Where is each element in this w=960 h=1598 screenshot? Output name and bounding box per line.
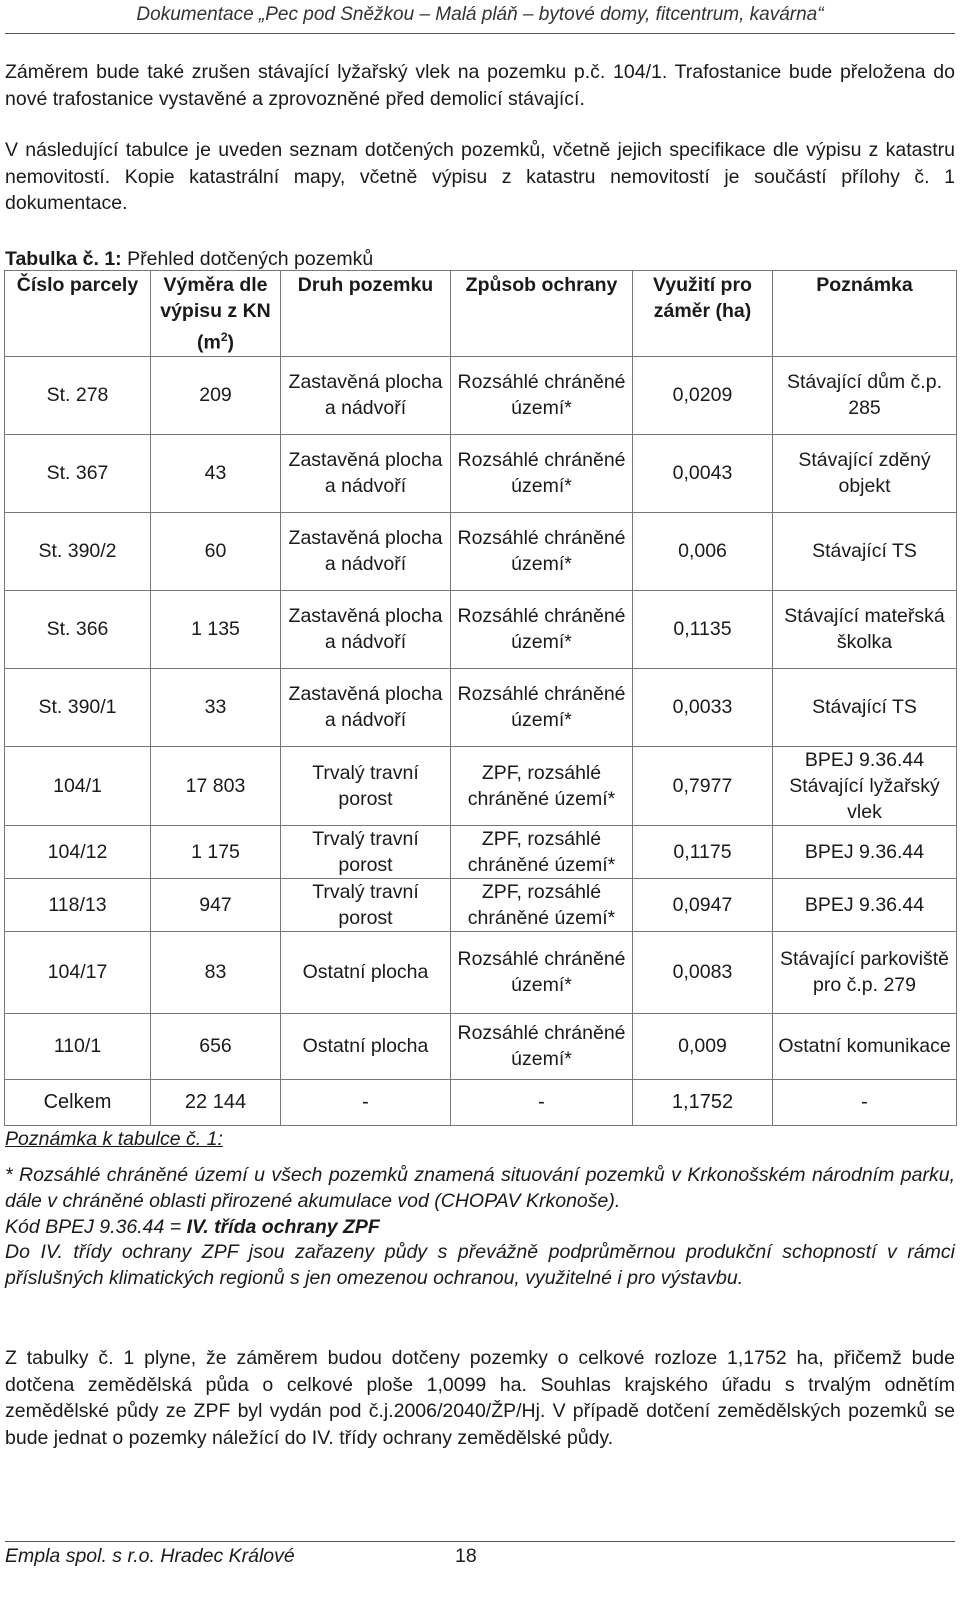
cell-parcel: 118/13 [5, 878, 151, 931]
cell-protection: Rozsáhlé chráněné území* [451, 434, 633, 512]
table-caption-label: Tabulka č. 1: [5, 248, 122, 270]
cell-note: BPEJ 9.36.44 Stávající lyžařský vlek [773, 746, 957, 825]
cell-area: 33 [151, 668, 281, 746]
note-protected-area: * Rozsáhlé chráněné území u všech pozemků znamená situování pozemků v Krkonošském národním parku, dále v chráněné oblasti přirozené akumulace vod (CHOPAV Krkonoše). [5, 1164, 955, 1212]
page-number: 18 [455, 1545, 477, 1567]
footer-company: Empla spol. s r.o. Hradec Králové [5, 1545, 295, 1567]
table-row [5, 668, 957, 746]
table-row [5, 590, 957, 668]
table-row [5, 931, 957, 1013]
table-notes [5, 1163, 955, 1292]
cell-use: 0,0083 [633, 931, 773, 1013]
table-row [5, 825, 957, 878]
cell-parcel: St. 367 [5, 434, 151, 512]
cell-use: 0,0209 [633, 356, 773, 434]
parcels-table [4, 270, 957, 1126]
header-divider [5, 33, 955, 34]
cell-use: 0,0043 [633, 434, 773, 512]
cell-protection: ZPF, rozsáhlé chráněné území* [451, 825, 633, 878]
cell-area: 1 175 [151, 825, 281, 878]
cell-type: Trvalý travní porost [281, 825, 451, 878]
col-header-area-close: ) [227, 331, 235, 354]
col-header-protection: Způsob ochrany [451, 271, 633, 357]
footer-divider [5, 1541, 955, 1542]
cell-note: Stávající zděný objekt [773, 434, 957, 512]
cell-protection: Rozsáhlé chráněné území* [451, 356, 633, 434]
cell-area: 43 [151, 434, 281, 512]
cell-protection: Rozsáhlé chráněné území* [451, 668, 633, 746]
table-row [5, 356, 957, 434]
col-header-parcel: Číslo parcely [5, 271, 151, 357]
cell-area: 60 [151, 512, 281, 590]
table-row [5, 878, 957, 931]
cell-type: Zastavěná plocha a nádvoří [281, 590, 451, 668]
cell-protection: Rozsáhlé chráněné území* [451, 590, 633, 668]
cell-total-type: - [281, 1079, 451, 1125]
document-header: Dokumentace „Pec pod Sněžkou – Malá pláň – bytové domy, fitcentrum, kavárna“ [136, 4, 824, 25]
table-row [5, 512, 957, 590]
cell-note: BPEJ 9.36.44 [773, 878, 957, 931]
cell-area: 1 135 [151, 590, 281, 668]
cell-type: Trvalý travní porost [281, 878, 451, 931]
cell-area: 209 [151, 356, 281, 434]
cell-parcel: St. 390/2 [5, 512, 151, 590]
table-caption-text: Přehled dotčených pozemků [127, 248, 374, 270]
cell-area: 17 803 [151, 746, 281, 825]
cell-parcel: St. 390/1 [5, 668, 151, 746]
cell-note: Stávající TS [773, 512, 957, 590]
paragraph-intro: Záměrem bude také zrušen stávající lyžařský vlek na pozemku p.č. 104/1. Trafostanice bude přeložena do nové trafostanice vystavěné a zprovozněné před demolicí stávající. [5, 61, 955, 110]
cell-total-use: 1,1752 [633, 1079, 773, 1125]
cell-note: Stávající parkoviště pro č.p. 279 [773, 931, 957, 1013]
cell-type: Ostatní plocha [281, 931, 451, 1013]
cell-type: Zastavěná plocha a nádvoří [281, 512, 451, 590]
cell-type: Trvalý travní porost [281, 746, 451, 825]
cell-total-area: 22 144 [151, 1079, 281, 1125]
cell-total-label: Celkem [5, 1079, 151, 1125]
col-header-type: Druh pozemku [281, 271, 451, 357]
cell-use: 0,7977 [633, 746, 773, 825]
cell-note: Ostatní komunikace [773, 1013, 957, 1079]
table-row [5, 434, 957, 512]
cell-use: 0,1175 [633, 825, 773, 878]
cell-use: 0,006 [633, 512, 773, 590]
col-header-note: Poznámka [773, 271, 957, 357]
cell-type: Zastavěná plocha a nádvoří [281, 434, 451, 512]
cell-total-note: - [773, 1079, 957, 1125]
cell-total-protection: - [451, 1079, 633, 1125]
cell-use: 0,009 [633, 1013, 773, 1079]
cell-type: Ostatní plocha [281, 1013, 451, 1079]
cell-area: 83 [151, 931, 281, 1013]
cell-parcel: St. 366 [5, 590, 151, 668]
cell-protection: ZPF, rozsáhlé chráněné území* [451, 878, 633, 931]
col-header-area-sup: 2 [220, 330, 228, 344]
cell-parcel: 104/12 [5, 825, 151, 878]
cell-area: 947 [151, 878, 281, 931]
table-note-title: Poznámka k tabulce č. 1: [5, 1128, 223, 1150]
cell-protection: Rozsáhlé chráněné území* [451, 512, 633, 590]
table-row [5, 1013, 957, 1079]
cell-note: Stávající dům č.p. 285 [773, 356, 957, 434]
note-bpej-prefix: Kód BPEJ 9.36.44 = [5, 1215, 187, 1238]
table-caption [5, 248, 373, 271]
cell-use: 0,0033 [633, 668, 773, 746]
paragraph-table-intro: V následující tabulce je uveden seznam dotčených pozemků, včetně jejich specifikace dle výpisu z katastru nemovitostí. Kopie katastrální mapy, včetně výpisu z katastru nemovitostí je součástí přílohy č. 1 dokumentace. [5, 139, 955, 214]
cell-parcel: St. 278 [5, 356, 151, 434]
cell-protection: Rozsáhlé chráněné území* [451, 1013, 633, 1079]
table-row [5, 746, 957, 825]
note-class-description: Do IV. třídy ochrany ZPF jsou zařazeny půdy s převážně podprůměrnou produkční schopností v rámci příslušných klimatických regionů s jen omezenou ochranou, využitelné i pro výstavbu. [5, 1241, 955, 1290]
cell-protection: ZPF, rozsáhlé chráněné území* [451, 746, 633, 825]
cell-use: 0,1135 [633, 590, 773, 668]
cell-type: Zastavěná plocha a nádvoří [281, 668, 451, 746]
cell-note: BPEJ 9.36.44 [773, 825, 957, 878]
cell-type: Zastavěná plocha a nádvoří [281, 356, 451, 434]
cell-parcel: 110/1 [5, 1013, 151, 1079]
col-header-area [151, 271, 281, 357]
table-total-row [5, 1079, 957, 1125]
cell-parcel: 104/1 [5, 746, 151, 825]
note-bpej-code [5, 1215, 955, 1241]
note-bpej-class: IV. třída ochrany ZPF [186, 1215, 380, 1238]
cell-parcel: 104/17 [5, 931, 151, 1013]
cell-protection: Rozsáhlé chráněné území* [451, 931, 633, 1013]
cell-note: Stávající TS [773, 668, 957, 746]
cell-area: 656 [151, 1013, 281, 1079]
paragraph-conclusion: Z tabulky č. 1 plyne, že záměrem budou dotčeny pozemky o celkové rozloze 1,1752 ha, přičemž bude dotčena zemědělská půda o celkové ploše 1,0099 ha. Souhlas krajského úřadu s trvalým odnětím zemědělské půdy ze ZPF byl vydán pod č.j.2006/2040/ŽP/Hj. V případě dotčení zemědělských pozemků se bude jednat o pozemky náležící do IV. třídy ochrany zemědělské půdy. [5, 1347, 955, 1449]
col-header-use: Využití pro záměr (ha) [633, 271, 773, 357]
table-header-row [5, 271, 957, 357]
cell-use: 0,0947 [633, 878, 773, 931]
cell-note: Stávající mateřská školka [773, 590, 957, 668]
col-header-area-text: Výměra dle výpisu z KN (m [160, 274, 271, 354]
